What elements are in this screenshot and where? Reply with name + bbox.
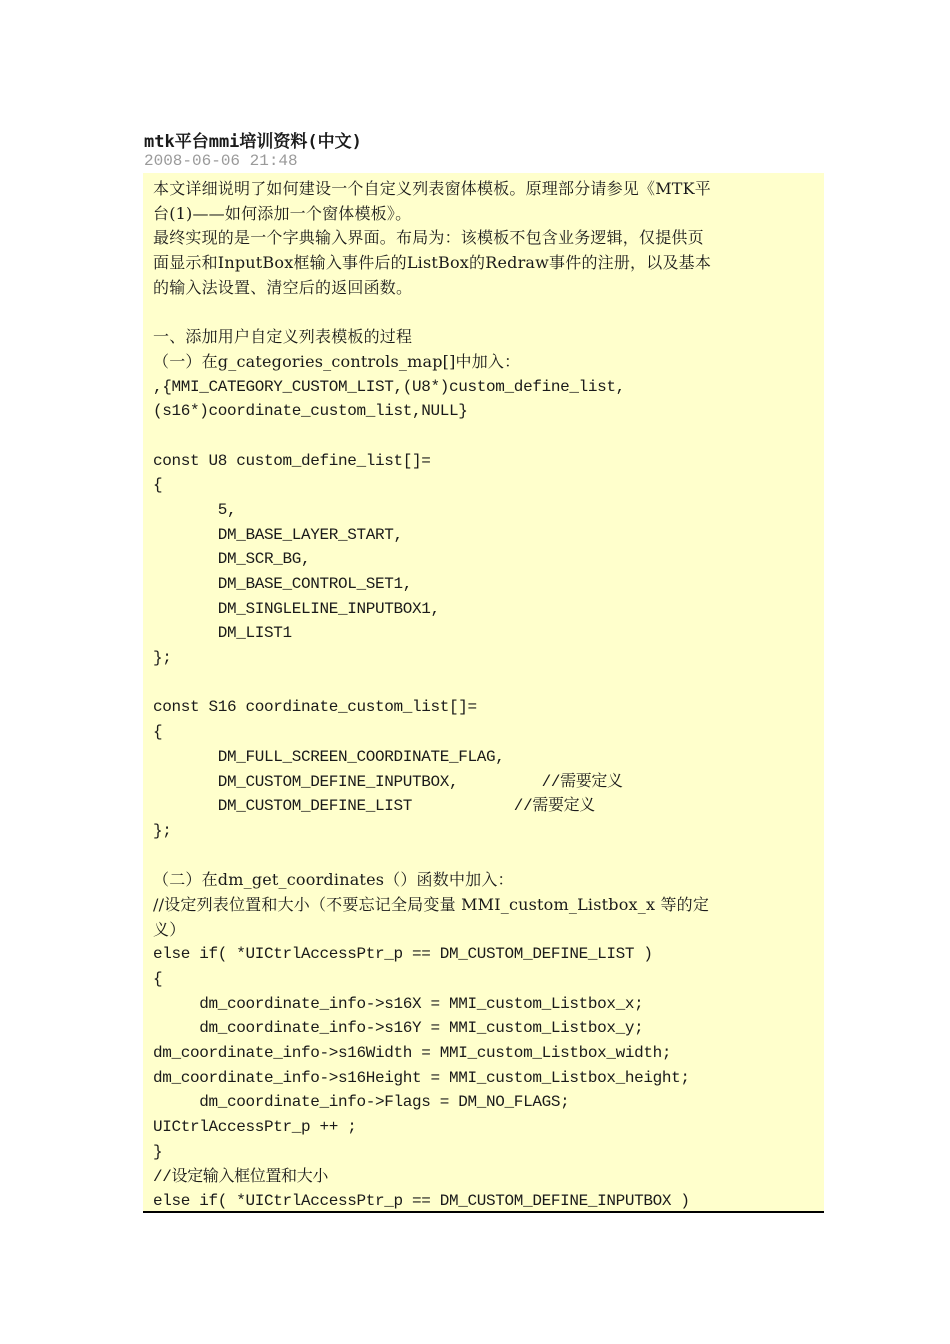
document-date: 2008-06-06 21:48	[144, 152, 298, 170]
content-line: else if( *UICtrlAccessPtr_p == DM_CUSTOM_DEFINE_LIST )	[153, 945, 653, 964]
content-line: DM_LIST1	[153, 624, 292, 643]
content-line	[153, 671, 814, 696]
content-line: DM_SCR_BG,	[153, 550, 311, 569]
content-line: UICtrlAccessPtr_p ++ ;	[153, 1118, 357, 1137]
content-line: 本文详细说明了如何建设一个自定义列表窗体模板。原理部分请参见《MTK平	[153, 179, 712, 198]
content-lines	[153, 177, 814, 1213]
content-line	[153, 300, 814, 325]
content-line: //设定列表位置和大小（不要忘记全局变量 MMI_custom_Listbox_x 等的定	[153, 894, 710, 914]
content-line: ,{MMI_CATEGORY_CUSTOM_LIST,(U8*)custom_define_list,	[153, 377, 625, 396]
content-line: 的输入法设置、清空后的返回函数。	[153, 277, 413, 297]
content-line: {	[153, 723, 163, 742]
content-line: 最终实现的是一个字典输入界面。布局为：该模板不包含业务逻辑，仅提供页	[153, 228, 704, 248]
content-line: （一）在g_categories_controls_map[]中加入：	[153, 351, 521, 371]
content-line: }	[153, 1142, 163, 1161]
content-line: (s16*)coordinate_custom_list,NULL}	[153, 402, 468, 421]
content-line: dm_coordinate_info->s16Height = MMI_custom_Listbox_height;	[153, 1068, 690, 1087]
content-line: };	[153, 649, 172, 668]
content-line: const U8 custom_define_list[]=	[153, 451, 431, 470]
content-box	[143, 173, 824, 1213]
content-line: DM_CUSTOM_DEFINE_INPUTBOX, //需要定义	[153, 772, 623, 791]
content-line: 台(1)——如何添加一个窗体模板》。	[153, 203, 412, 223]
content-line: 义）	[153, 919, 186, 939]
content-line: {	[153, 476, 163, 495]
document-title: mtk平台mmi培训资料(中文)	[144, 132, 362, 152]
content-line: DM_FULL_SCREEN_COORDINATE_FLAG,	[153, 747, 505, 766]
content-line: （二）在dm_get_coordinates（）函数中加入：	[153, 870, 514, 890]
content-line	[153, 844, 814, 869]
content-line: 一、添加用户自定义列表模板的过程	[153, 327, 413, 347]
content-line: dm_coordinate_info->s16Y = MMI_custom_Listbox_y;	[153, 1019, 644, 1038]
content-line: DM_BASE_LAYER_START,	[153, 525, 403, 544]
content-line: 5,	[153, 500, 237, 519]
content-line: DM_BASE_CONTROL_SET1,	[153, 575, 413, 593]
content-line: };	[153, 821, 172, 840]
content-line	[153, 424, 814, 449]
content-line: dm_coordinate_info->s16X = MMI_custom_Listbox_x;	[153, 994, 644, 1013]
content-line: 面显示和InputBox框输入事件后的ListBox的Redraw事件的注册，以及基本	[153, 253, 712, 273]
content-line: DM_SINGLELINE_INPUTBOX1,	[153, 599, 440, 618]
content-line: else if( *UICtrlAccessPtr_p == DM_CUSTOM_DEFINE_INPUTBOX )	[153, 1192, 690, 1211]
content-line: dm_coordinate_info->Flags = DM_NO_FLAGS;	[153, 1093, 570, 1112]
content-line: const S16 coordinate_custom_list[]=	[153, 698, 477, 717]
content-line: DM_CUSTOM_DEFINE_LIST //需要定义	[153, 797, 595, 816]
content-line: //设定输入框位置和大小	[153, 1167, 329, 1186]
content-line: dm_coordinate_info->s16Width = MMI_custom_Listbox_width;	[153, 1044, 672, 1063]
content-line: {	[153, 970, 163, 988]
